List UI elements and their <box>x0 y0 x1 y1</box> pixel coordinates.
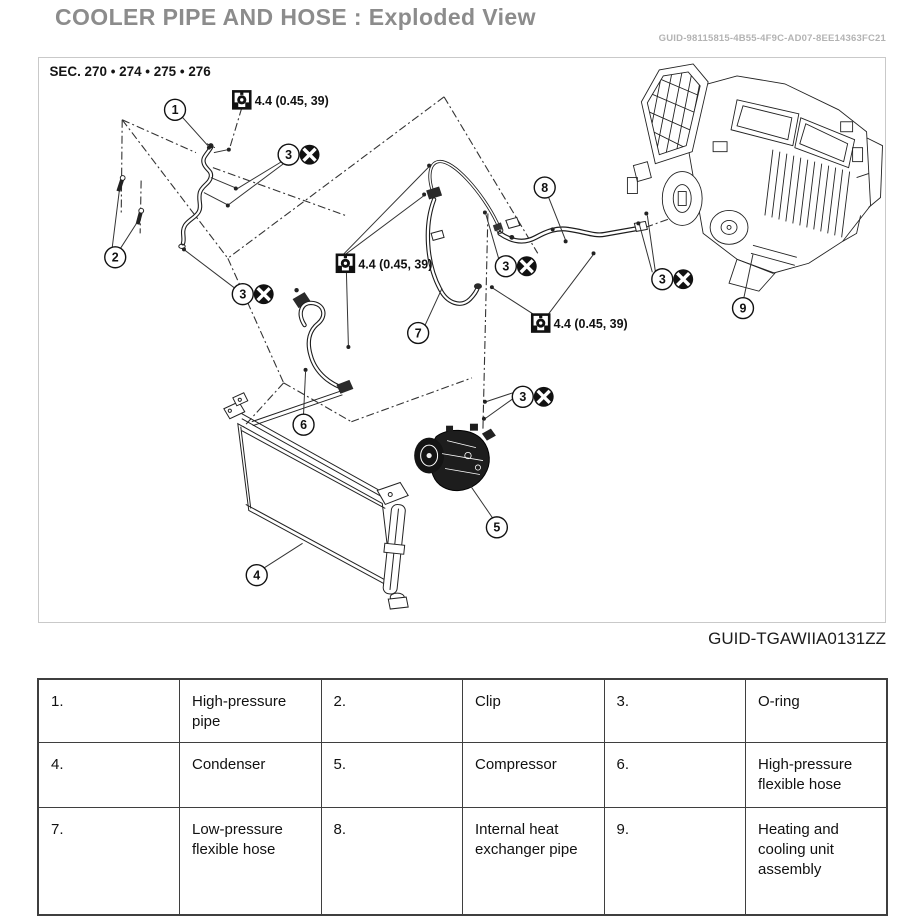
svg-text:9: 9 <box>739 301 747 316</box>
part-6-hose-drawing <box>293 288 346 389</box>
table-row <box>38 743 887 808</box>
callout-2 <box>105 247 126 268</box>
svg-text:3: 3 <box>239 287 247 302</box>
non-reusable-x-icon <box>673 269 693 289</box>
svg-text:2: 2 <box>111 250 119 265</box>
part-2-clips-drawing <box>116 175 144 225</box>
part-name-cell: Heating and cooling unit assembly <box>746 808 888 916</box>
callout-6 <box>293 414 314 435</box>
part-number-cell: 7. <box>38 808 180 916</box>
part-name-cell: Condenser <box>180 743 322 808</box>
torque-spec-3 <box>532 315 627 332</box>
callout-5 <box>486 517 507 538</box>
torque-spec-2 <box>337 255 432 272</box>
page-title: COOLER PIPE AND HOSE : Exploded View <box>55 4 536 30</box>
callout-7 <box>408 323 429 344</box>
callout-8 <box>534 177 555 198</box>
figure-id-label: GUID-TGAWIIA0131ZZ <box>708 629 886 648</box>
svg-text:8: 8 <box>541 180 549 195</box>
part-number-cell: 4. <box>38 743 180 808</box>
torque-value-2: 4.4 (0.45, 39) <box>358 257 433 272</box>
torque-spec-1 <box>233 91 328 108</box>
part-name-cell: Internal heat exchanger pipe <box>463 808 605 916</box>
part-number-cell: 8. <box>321 808 463 916</box>
part-name-cell: High-pressure flexible hose <box>746 743 888 808</box>
svg-text:7: 7 <box>414 326 422 341</box>
table-row <box>38 679 887 743</box>
non-reusable-x-icon <box>517 256 537 276</box>
callout-3e <box>512 386 533 407</box>
callout-3d <box>652 269 673 290</box>
callout-3b <box>232 284 253 305</box>
part-name-cell: Compressor <box>463 743 605 808</box>
callout-9 <box>733 298 754 319</box>
part-7-hose-drawing <box>426 161 500 303</box>
parts-legend-table <box>37 678 888 916</box>
svg-text:3: 3 <box>502 259 510 274</box>
table-row <box>38 808 887 916</box>
part-8-pipe-drawing <box>493 217 647 241</box>
part-number-cell: 5. <box>321 743 463 808</box>
svg-text:3: 3 <box>519 390 527 405</box>
part-number-cell: 9. <box>604 808 746 916</box>
svg-text:5: 5 <box>493 520 501 535</box>
part-number-cell: 3. <box>604 679 746 743</box>
part-number-cell: 1. <box>38 679 180 743</box>
svg-text:1: 1 <box>171 103 179 118</box>
section-label: SEC. 270 • 274 • 275 • 276 <box>49 63 211 79</box>
callout-1 <box>165 99 186 120</box>
non-reusable-x-icon <box>534 387 554 407</box>
svg-text:3: 3 <box>658 272 666 287</box>
svg-text:4: 4 <box>253 568 261 583</box>
part-name-cell: O-ring <box>746 679 888 743</box>
part-name-cell: Low-pressure flexible hose <box>180 808 322 916</box>
torque-value-1: 4.4 (0.45, 39) <box>254 93 329 108</box>
part-5-compressor-drawing <box>414 424 496 491</box>
svg-text:3: 3 <box>285 147 293 162</box>
non-reusable-x-icon <box>254 284 274 304</box>
part-name-cell: Clip <box>463 679 605 743</box>
torque-value-3: 4.4 (0.45, 39) <box>553 317 628 332</box>
non-reusable-x-icon <box>300 145 320 165</box>
exploded-view-diagram <box>38 57 886 623</box>
exploded-view-figure <box>39 58 885 622</box>
part-number-cell: 2. <box>321 679 463 743</box>
document-guid: GUID-98115815-4B55-4F9C-AD07-8EE14363FC21 <box>658 33 886 44</box>
callout-3c <box>495 256 516 277</box>
part-number-cell: 6. <box>604 743 746 808</box>
callout-4 <box>246 565 267 586</box>
callout-3a <box>278 144 299 165</box>
part-name-cell: High-pressure pipe <box>180 679 322 743</box>
svg-text:6: 6 <box>300 417 308 432</box>
part-9-hvac-unit-drawing <box>627 64 882 291</box>
